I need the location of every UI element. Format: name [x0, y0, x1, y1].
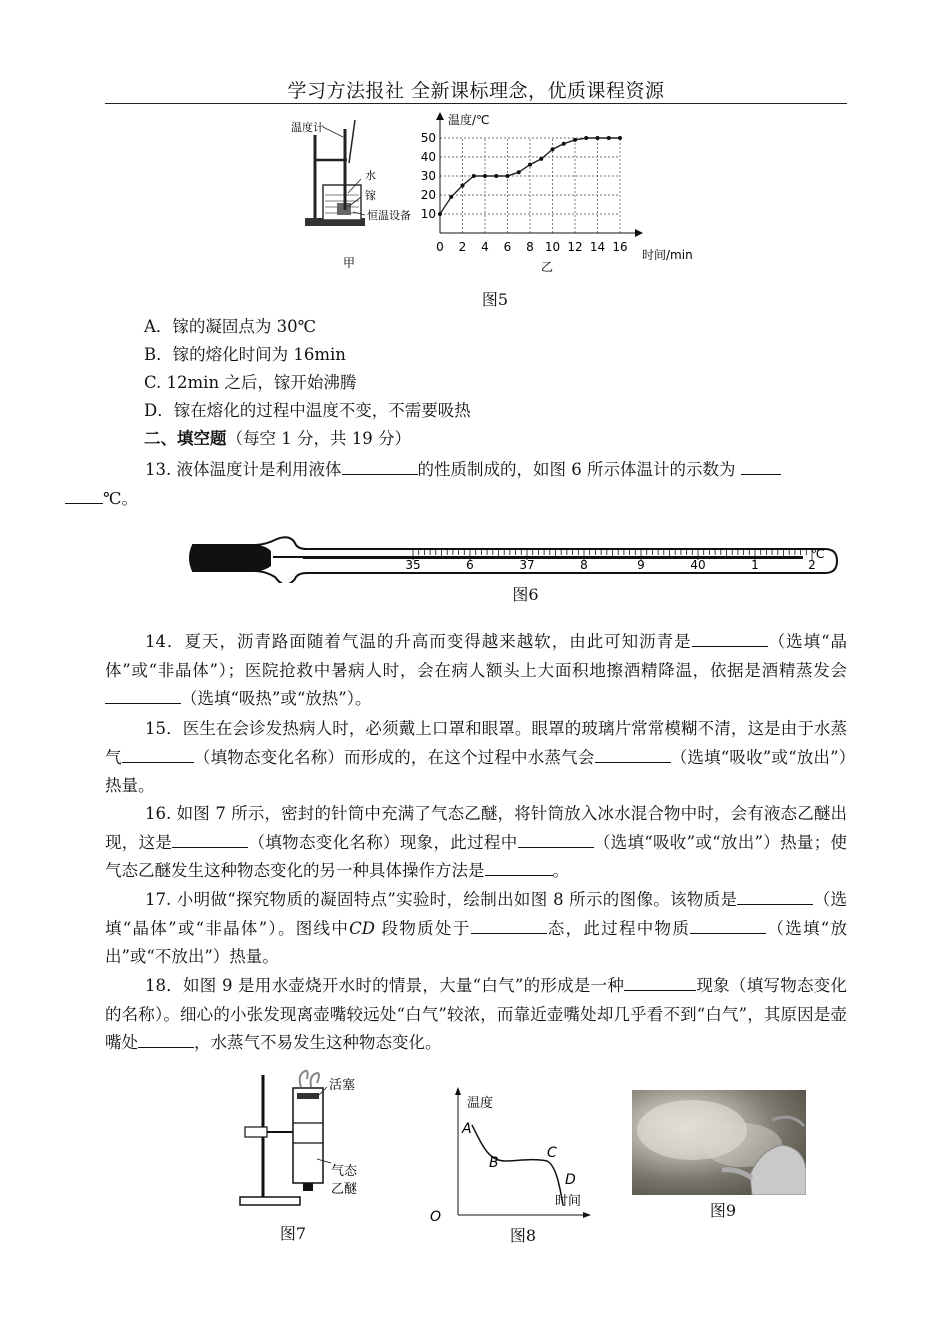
label-gas-1: 气态 [331, 1164, 358, 1179]
label-water: 水 [365, 169, 376, 182]
scale-label: 6 [466, 558, 474, 572]
q14-text-c: （选填“吸热”或“放热”）。 [181, 689, 372, 708]
y-tick-label: 30 [420, 169, 436, 183]
syringe-tip [303, 1183, 313, 1191]
data-point [483, 174, 487, 178]
y-tick-label: 20 [420, 188, 436, 202]
kettle-image [632, 1090, 806, 1195]
x-axis-label: 时间/min [642, 248, 693, 262]
q15-text-c: （选填“吸收”或“放出”）热量。 [105, 747, 848, 795]
fig5-chart [420, 110, 710, 275]
q14-blank-1[interactable] [692, 629, 768, 647]
q13-text-a: 13. 液体温度计是利用液体 [145, 460, 342, 479]
q17-blank-2[interactable] [471, 916, 547, 934]
q17-cd: CD [349, 918, 375, 938]
thermometer-bulb [190, 545, 271, 571]
q17-text-b: （选填“晶体”或“非晶体”）。图线中 [105, 890, 848, 938]
fig7-caption: 图7 [279, 1224, 307, 1243]
q16-text-c: （选填“吸收”或“放出”）热量；使气态乙醚发生这种物态变化的另一种具体操作方法是 [105, 832, 848, 880]
scale-label: 1 [751, 558, 759, 572]
stand-base [240, 1197, 300, 1205]
fig8-point-c: C [547, 1145, 557, 1161]
fig5-caption: 图5 [481, 290, 509, 309]
data-point [494, 174, 498, 178]
data-point [584, 136, 588, 140]
data-point [461, 184, 465, 188]
question-15 [105, 715, 847, 801]
data-point [472, 174, 476, 178]
q14-blank-2[interactable] [105, 686, 181, 704]
q16-text-a: 16. 如图 7 所示，密封的针筒中充满了气态乙醚，将针筒放入冰水混合物中时，会有液态乙醚出现，这是 [105, 804, 847, 852]
fig8-point-d: D [565, 1172, 576, 1188]
fig8-ylabel: 温度 [467, 1096, 494, 1111]
q18-blank-1[interactable] [624, 973, 696, 991]
q18-text-b: 现象（填写物态变化的名称）。细心的小张发现离壶嘴较远处“白气”较浓，而靠近壶嘴处却几乎看不到“白气”，其原因是壶嘴处 [105, 976, 847, 1052]
hands-icon [300, 1071, 319, 1087]
q17-text-e: （选填“放出”或“不放出”）热量。 [105, 918, 848, 966]
option-a: A．镓的凝固点为 30℃ [144, 317, 317, 336]
q14-text-a: 14．夏天，沥青路面随着气温的升高而变得越来越软，由此可知沥青是 [145, 632, 692, 651]
q18-blank-2[interactable] [138, 1030, 194, 1048]
data-point [596, 136, 600, 140]
q16-text-b: （填物态变化名称）现象，此过程中 [248, 832, 518, 852]
fig9-kettle-photo [632, 1090, 806, 1195]
question-17 [105, 886, 847, 972]
question-16 [105, 800, 847, 886]
fig7-syringe [235, 1065, 375, 1215]
fig5-yi-caption: 乙 [541, 260, 554, 274]
q17-blank-1[interactable] [737, 887, 813, 905]
header-rule [105, 103, 847, 104]
fig8-curve [425, 1085, 600, 1225]
question-13 [105, 456, 847, 513]
label-thermometer: 温度计 [291, 121, 324, 134]
thermometer-body [190, 537, 837, 583]
q13-text-b: 的性质制成的，如图 6 所示体温计的示数为 [417, 460, 736, 479]
fig8-xlabel: 时间 [555, 1194, 582, 1209]
x-axis-arrow [635, 229, 643, 237]
y-axis-arrow [436, 112, 444, 120]
x-tick-label: 8 [526, 240, 534, 254]
y-tick-label: 40 [420, 150, 436, 164]
x-tick-label: 0 [436, 240, 444, 254]
section-2-note: （每空 1 分，共 19 分） [226, 429, 411, 448]
option-c: C. 12min 之后，镓开始沸腾 [144, 373, 357, 392]
x-tick-label: 12 [567, 240, 583, 254]
q16-text-d: 。 [552, 861, 569, 880]
data-point [449, 195, 453, 199]
q18-text-a: 18．如图 9 是用水壶烧开水时的情景，大量“白气”的形成是一种 [145, 976, 625, 995]
fig6-thermometer [185, 533, 845, 583]
data-point [573, 138, 577, 142]
data-point [562, 142, 566, 146]
q13-blank-1[interactable] [342, 457, 418, 475]
curve-line [472, 1125, 563, 1205]
fig5-jia-caption: 甲 [343, 256, 356, 270]
label-piston: 活塞 [329, 1078, 356, 1093]
data-point [618, 136, 622, 140]
fig8-point-b: B [489, 1155, 499, 1171]
q15-text-b: （填物态变化名称）而形成的，在这个过程中水蒸气会 [193, 747, 595, 767]
scale-label: 9 [637, 558, 645, 572]
x-tick-label: 10 [544, 240, 561, 254]
q17-blank-3[interactable] [690, 916, 766, 934]
scale-label: 35 [405, 558, 421, 572]
scale-label: 40 [690, 558, 706, 572]
scale-label: 8 [580, 558, 588, 572]
fig8-point-a: A [462, 1121, 472, 1137]
fig6-unit: ℃ [811, 547, 825, 561]
section-2-title: 二、填空题 [144, 429, 227, 448]
x-tick-label: 2 [458, 240, 467, 254]
x-tick-label: 16 [612, 240, 628, 254]
y-tick-label: 10 [420, 207, 436, 221]
fig6-caption: 图6 [512, 585, 539, 604]
q16-blank-1[interactable] [172, 830, 248, 848]
x-tick-label: 6 [503, 240, 512, 254]
data-point [607, 136, 611, 140]
piston [297, 1093, 319, 1099]
q14-text-b: （选填“晶体”或“非晶体”）；医院抢救中暑病人时，会在病人额头上大面积地擦酒精降温，依据是酒精蒸发会 [105, 632, 847, 680]
q15-blank-1[interactable] [122, 745, 194, 763]
label-gas-2: 乙醚 [331, 1182, 358, 1197]
fig8-origin: O [430, 1209, 442, 1225]
q17-text-a: 17. 小明做“探究物质的凝固特点”实验时，绘制出如图 8 所示的图像。该物质是 [145, 890, 738, 909]
syringe-barrel [293, 1088, 323, 1183]
q16-blank-2[interactable] [518, 830, 594, 848]
label-device: 恒温设备 [367, 209, 411, 222]
x-tick-label: 4 [481, 240, 489, 254]
x-tick-label: 14 [589, 240, 606, 254]
q18-text-c: ，水蒸气不易发生这种物态变化。 [194, 1033, 442, 1052]
fig9-caption: 图9 [709, 1201, 737, 1220]
data-point [528, 163, 532, 167]
q16-blank-3[interactable] [485, 858, 553, 876]
data-point [506, 174, 510, 178]
mercury-column [303, 556, 803, 559]
q13-blank-2a[interactable] [741, 457, 781, 475]
scale-label: 37 [519, 558, 535, 572]
section-2-heading [144, 425, 411, 453]
q17-text-d: 态，此过程中物质 [546, 918, 691, 938]
option-b: B．镓的熔化时间为 16min [144, 345, 346, 364]
q15-blank-2[interactable] [595, 745, 671, 763]
clamp [245, 1127, 267, 1137]
chart-grid [440, 138, 620, 233]
scale-label: 2 [808, 558, 816, 572]
page-header: 学习方法报社 全新课标理念，优质课程资源 [287, 80, 665, 102]
y-axis-label: 温度/℃ [448, 113, 490, 127]
label-gallium: 镓 [365, 189, 376, 202]
data-point [438, 212, 442, 216]
fig5-apparatus [285, 115, 425, 275]
q13-text-c: ℃。 [103, 488, 138, 508]
q13-blank-2b[interactable] [65, 486, 103, 504]
question-14 [105, 628, 847, 714]
q17-text-c: 段物质处于 [375, 918, 471, 938]
y-tick-label: 50 [420, 131, 436, 145]
q15-text-a: 15．医生在会诊发热病人时，必须戴上口罩和眼罩。眼罩的玻璃片常常模糊不清，这是由于水蒸气 [105, 719, 847, 767]
option-d: D．镓在熔化的过程中温度不变，不需要吸热 [144, 401, 471, 420]
data-point [539, 157, 543, 161]
question-18 [105, 972, 847, 1058]
fig8-caption: 图8 [509, 1226, 537, 1245]
data-point [551, 147, 555, 151]
data-point [517, 170, 521, 174]
